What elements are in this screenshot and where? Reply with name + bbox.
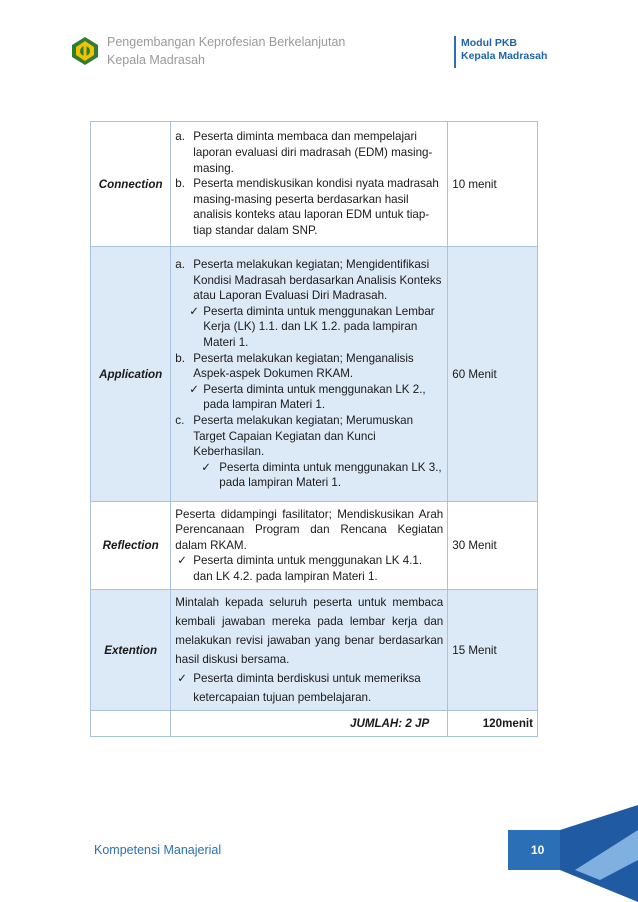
page-number: 10 (531, 843, 545, 857)
duration-reflection: 30 Menit (448, 502, 538, 590)
checkmark-icon: ✓ (177, 554, 188, 568)
extention-text: Mintalah kepada seluruh peserta untuk membaca kembali jawaban mereka pada lembar kerja dan melakukan revisi jawaban yang benar berdasarkan hasil diskusi bersama. (175, 596, 444, 666)
footer-title: Kompetensi Manajerial (94, 843, 222, 857)
list-marker: c. (175, 413, 185, 427)
list-marker: a. (175, 258, 185, 272)
header-title-line1: Pengembangan Keprofesian Berkelanjutan (107, 35, 346, 49)
header-title-line2: Kepala Madrasah (107, 53, 205, 67)
duration-extention: 15 Menit (448, 590, 538, 711)
check-text: Peserta diminta untuk menggunakan LK 4.1. dan LK 4.2. pada lampiran Materi 1. (193, 554, 423, 583)
checkmark-icon: ✓ (201, 460, 212, 474)
checkmark-icon: ✓ (177, 672, 188, 685)
list-text: Peserta melakukan kegiatan; Merumuskan Target Capaian Kegiatan dan Kunci Keberhasilan. (193, 413, 414, 459)
list-text: Peserta melakukan kegiatan; Menganalisis Aspek-aspek Dokumen RKAM. (193, 351, 414, 381)
module-label-line1: Modul PKB (461, 37, 517, 49)
list-text: Peserta mendiskusikan kondisi nyata madrasah masing-masing peserta berdasarkan hasil analisis konteks atau laporan EDM untuk tiap-tiap standar dalam SNP. (193, 177, 439, 237)
list-marker: b. (175, 177, 185, 191)
duration-connection: 10 menit (448, 122, 538, 247)
summary-total: 120menit (448, 711, 538, 737)
list-text: Peserta melakukan kegiatan; Mengidentifikasi Kondisi Madrasah berdasarkan Analisis Konteks atau Laporan Evaluasi Diri Madrasah. (193, 258, 442, 303)
check-text: Peserta diminta berdiskusi untuk memeriksa ketercapaian tujuan pembelajaran. (193, 672, 421, 704)
stage-connection: Connection (91, 122, 171, 247)
check-text: Peserta diminta untuk menggunakan Lembar Kerja (LK) 1.1. dan LK 1.2. pada lampiran Materi 1. (203, 304, 435, 350)
list-text: Peserta diminta membaca dan mempelajari laporan evaluasi diri madrasah (EDM) masing-masing. (193, 130, 433, 175)
list-marker: b. (175, 351, 185, 365)
stage-reflection: Reflection (91, 502, 171, 590)
summary-label: JUMLAH: 2 JP (171, 711, 448, 737)
stage-extention: Extention (91, 590, 171, 711)
list-marker: a. (175, 130, 185, 144)
checkmark-icon: ✓ (189, 304, 200, 318)
checkmark-icon: ✓ (189, 382, 200, 396)
check-text: Peserta diminta untuk menggunakan LK 2., pada lampiran Materi 1. (203, 382, 426, 412)
module-label-line2: Kepala Madrasah (461, 50, 548, 62)
duration-application: 60 Menit (448, 247, 538, 502)
stage-application: Application (91, 247, 171, 502)
reflection-text: Peserta didampingi fasilitator; Mendiskusikan Arah Perencanaan Program dan Rencana Kegiatan dalam RKAM. (175, 507, 444, 552)
check-text: Peserta diminta untuk menggunakan LK 3., pada lampiran Materi 1. (219, 460, 442, 490)
